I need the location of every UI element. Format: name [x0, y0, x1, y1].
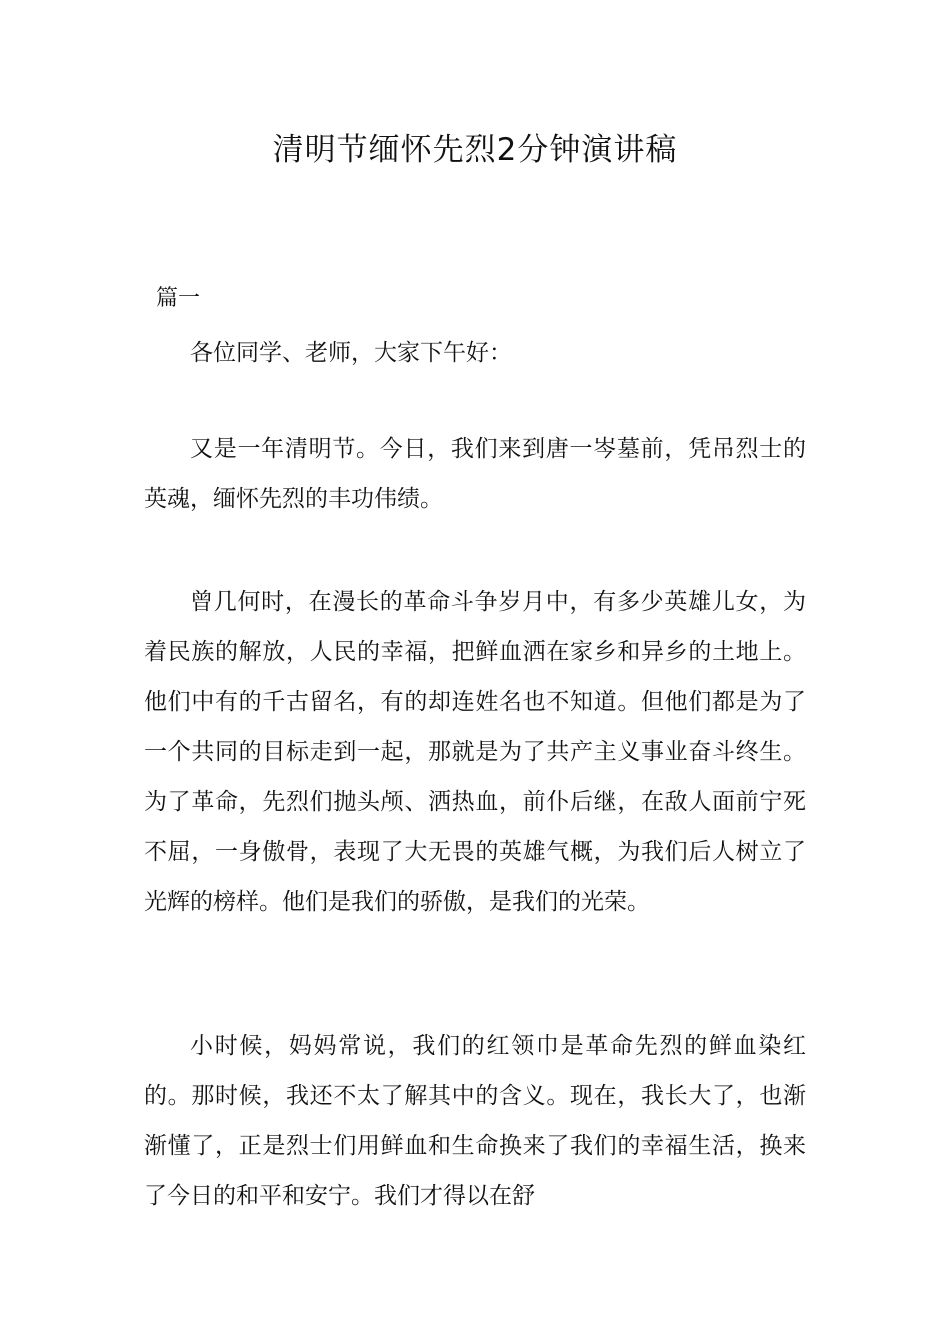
body-paragraph-2: 曾几何时，在漫长的革命斗争岁月中，有多少英雄儿女，为着民族的解放，人民的幸福，把鲜血洒在家乡和异乡的土地上。他们中有的千古留名，有的却连姓名也不知道。但他们都是为了一个共同的目标走到一起，那就是为了共产主义事业奋斗终生。为了革命，先烈们抛头颅、洒热血，前仆后继，在敌人面前宁死不屈，一身傲骨，表现了大无畏的英雄气概，为我们后人树立了光辉的榜样。他们是我们的骄傲，是我们的光荣。: [144, 589, 806, 915]
greeting-paragraph: 各位同学、老师，大家下午好：: [190, 340, 512, 366]
section-label: 篇一: [156, 286, 201, 311]
document-title: 清明节缅怀先烈2分钟演讲稿: [272, 132, 678, 168]
body-paragraph-3: 小时候，妈妈常说，我们的红领巾是革命先烈的鲜血染红的。那时候，我还不太了解其中的含义。现在，我长大了，也渐渐懂了，正是烈士们用鲜血和生命换来了我们的幸福生活，换来了今日的和平和安宁。我们才得以在舒: [144, 1033, 806, 1209]
body-paragraph-1: 又是一年清明节。今日，我们来到唐一岑墓前，凭吊烈士的英魂，缅怀先烈的丰功伟绩。: [144, 436, 806, 512]
